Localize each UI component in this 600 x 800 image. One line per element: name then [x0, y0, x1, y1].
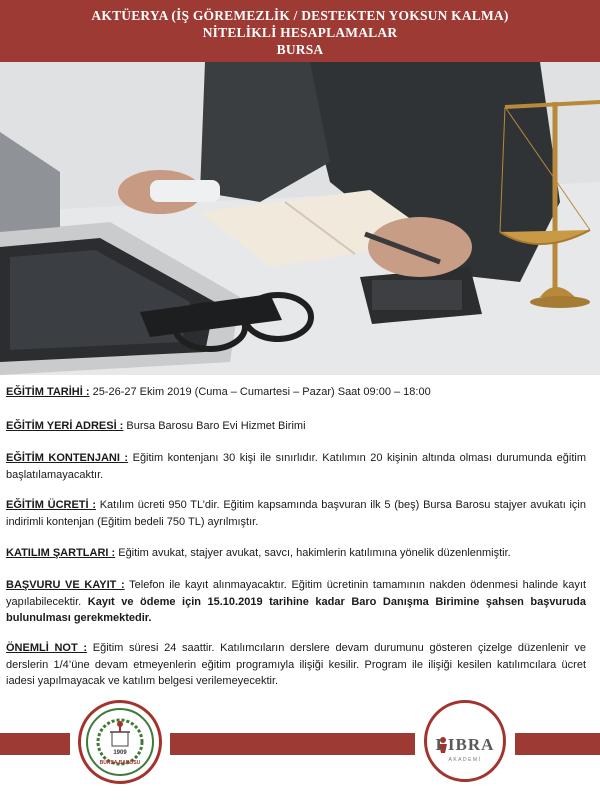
training-date [6, 384, 586, 401]
hero-photo [0, 62, 600, 375]
training-quota [6, 450, 586, 483]
note-label: ÖNEMLİ NOT : [6, 642, 88, 654]
seal-name: BURSA BAROSU [99, 760, 141, 766]
title-line-3: BURSA [276, 41, 324, 57]
businessman-calculator-photo [0, 62, 600, 375]
seal-year: 1909 [113, 750, 127, 756]
footer-bar-right [515, 733, 600, 755]
training-fee [6, 497, 586, 530]
date-label: EĞİTİM TARİHİ : [6, 386, 90, 398]
title-banner [0, 0, 600, 62]
fee-label: EĞİTİM ÜCRETİ : [6, 499, 96, 511]
conditions-label: KATILIM ŞARTLARI : [6, 547, 116, 559]
seal-wreath [86, 708, 154, 776]
participation-conditions [6, 545, 586, 562]
important-note [6, 640, 586, 690]
registration-label: BAŞVURU VE KAYIT : [6, 579, 125, 591]
libra-akademi-logo [424, 700, 506, 782]
quota-label: EĞİTİM KONTENJANI : [6, 452, 129, 464]
fee-text: Katılım ücreti 950 TL’dir. Eğitim kapsamında başvuran ilk 5 (beş) Bursa Barosu stajyer avukatı için indirimli kontenjan (Eğitim bedeli 750 TL) ayrılmıştır. [6, 499, 586, 528]
application-registration [6, 577, 586, 627]
address-text: Bursa Barosu Baro Evi Hizmet Birimi [123, 420, 306, 432]
training-address [6, 418, 586, 435]
conditions-text: Eğitim avukat, stajyer avukat, savcı, hakimlerin katılımına yönelik düzenlenmiştir. [115, 547, 511, 559]
title-line-1: AKTÜERYA (İŞ GÖREMEZLİK / DESTEKTEN YOKSUN KALMA) [91, 7, 509, 23]
libra-name: LIBRA [435, 735, 495, 754]
note-text: Eğitim süresi 24 saattir. Katılımcıların derslere devam durumunu gösteren çizelge düzenlenir ve derslerin 1/4’üne devam etmeyenlerin eğitim programıyla ilişiği kesilir. Program ile ilişiği kesilen katılımcılara ücret iadesi yapılmayacak ve katılım belgesi verilemeyecektir. [6, 642, 586, 687]
date-text: 25-26-27 Ekim 2019 (Cuma – Cumartesi – Pazar) Saat 09:00 – 18:00 [89, 386, 431, 398]
address-label: EĞİTİM YERİ ADRESİ : [6, 420, 124, 432]
bursa-barosu-seal [78, 700, 162, 784]
footer-bar-middle [170, 733, 415, 755]
footer-bar-left [0, 733, 70, 755]
libra-sub: AKADEMİ [448, 757, 482, 763]
registration-deadline: Kayıt ve ödeme için 15.10.2019 tarihine kadar Baro Danışma Birimine şahsen başvuruda bulunulması gerekmektedir. [6, 595, 586, 624]
title-line-2: NİTELİKLİ HESAPLAMALAR [202, 24, 398, 40]
registration-text: Telefon ile kayıt alınmayacaktır. Eğitim ücretinin tamamının nakden ödenmesi halinde kayıt yapılabilecektir. [6, 579, 587, 608]
quota-text: Eğitim kontenjanı 30 kişi ile sınırlıdır. Katılımın 20 kişinin altında olması durumunda eğitim başlatılamayacaktır. [6, 452, 586, 481]
